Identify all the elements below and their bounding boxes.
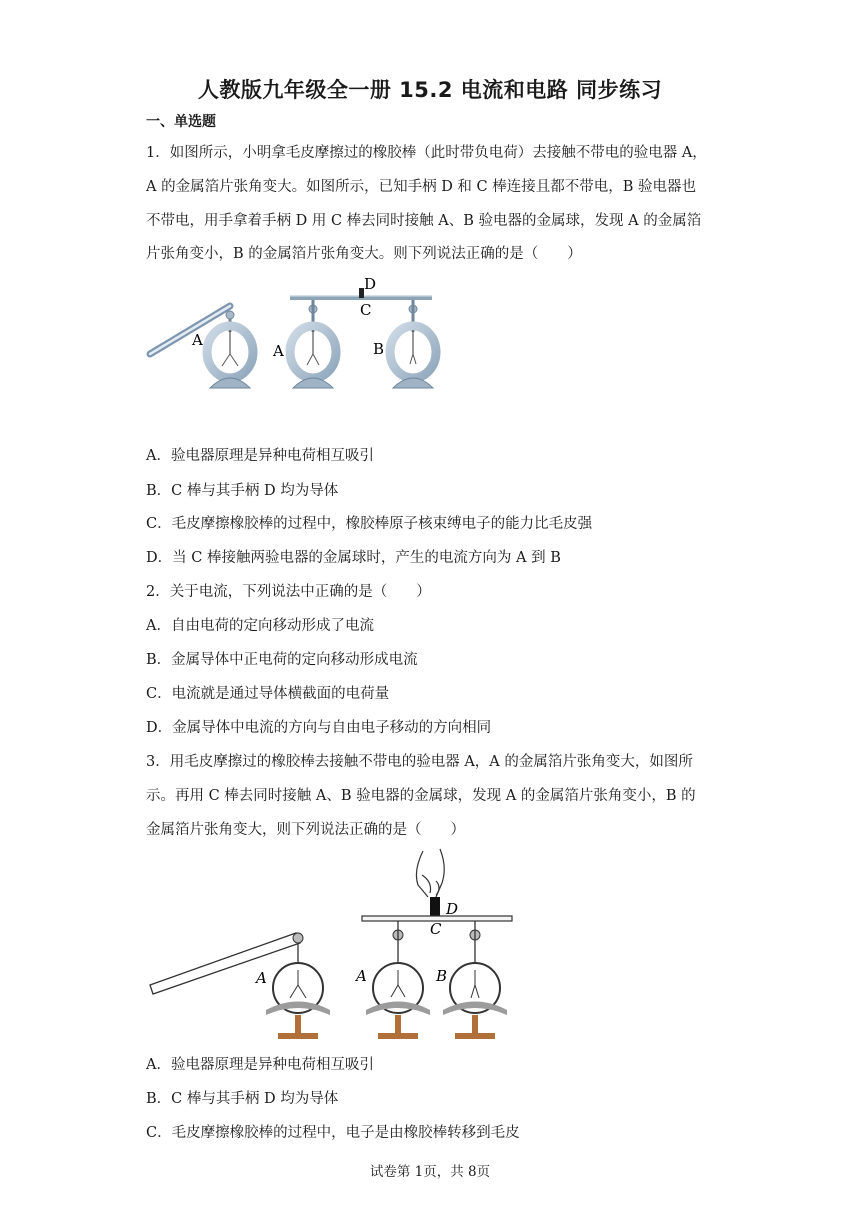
label-a2: A bbox=[273, 342, 284, 360]
q1-stem-line-2: A 的金属箔片张角变大。如图所示，已知手柄 D 和 C 棒连接且都不带电，B 验电器也 bbox=[146, 179, 696, 195]
q2-option-b: B．金属导体中正电荷的定向移动形成电流 bbox=[146, 652, 418, 668]
q1-option-d: D．当 C 棒接触两验电器的金属球时，产生的电流方向为 A 到 B bbox=[146, 550, 561, 566]
label-c: C bbox=[430, 920, 442, 938]
page-footer: 试卷第 1页，共 8页 bbox=[369, 1164, 491, 1180]
page-title: 人教版九年级全一册 15.2 电流和电路 同步练习 bbox=[197, 78, 663, 102]
q1-stem-line-4: 片张角变小，B 的金属箔片张角变大。则下列说法正确的是（ ） bbox=[146, 246, 582, 262]
electroscope-a-second bbox=[290, 300, 336, 388]
electroscope-a-second bbox=[366, 921, 430, 1039]
q1-figure bbox=[140, 272, 450, 397]
handle-d bbox=[430, 897, 440, 917]
q1-stem-line-1: 1．如图所示，小明拿毛皮摩擦过的橡胶棒（此时带负电荷）去接触不带电的验电器 A， bbox=[146, 145, 707, 161]
label-b: B bbox=[373, 340, 385, 358]
q3-stem-line-3: 金属箔片张角变大，则下列说法正确的是（ ） bbox=[146, 822, 465, 838]
electroscope-a-first bbox=[266, 943, 330, 1039]
q1-option-a: A．验电器原理是异种电荷相互吸引 bbox=[146, 448, 374, 464]
q3-stem-line-2: 示。再用 C 棒去同时接触 A、B 验电器的金属球，发现 A 的金属箔片张角变小，B 的 bbox=[146, 788, 696, 804]
c-rod bbox=[290, 288, 432, 300]
q3-option-b: B．C 棒与其手柄 D 均为导体 bbox=[146, 1091, 339, 1107]
q2-stem: 2．关于电流，下列说法中正确的是（ ） bbox=[146, 584, 431, 600]
q3-option-a: A．验电器原理是异种电荷相互吸引 bbox=[146, 1057, 374, 1073]
q1-option-c: C．毛皮摩擦橡胶棒的过程中，橡胶棒原子核束缚电子的能力比毛皮强 bbox=[146, 516, 593, 532]
q1-option-b: B．C 棒与其手柄 D 均为导体 bbox=[146, 483, 339, 499]
label-a1: A bbox=[256, 969, 267, 987]
label-d: D bbox=[446, 900, 459, 918]
electroscope-b bbox=[390, 300, 436, 388]
electroscope-b bbox=[443, 921, 507, 1039]
label-c: C bbox=[360, 301, 372, 319]
q3-figure bbox=[140, 845, 530, 1045]
q1-stem-line-3: 不带电，用手拿着手柄 D 用 C 棒去同时接触 A、B 验电器的金属球，发现 A 的金属箔 bbox=[146, 213, 702, 229]
section-heading: 一、单选题 bbox=[146, 114, 216, 130]
label-a2: A bbox=[356, 967, 367, 985]
hand bbox=[416, 849, 444, 897]
q2-option-a: A．自由电荷的定向移动形成了电流 bbox=[146, 618, 374, 634]
q2-option-c: C．电流就是通过导体横截面的电荷量 bbox=[146, 686, 390, 702]
label-d: D bbox=[364, 275, 377, 293]
label-b: B bbox=[436, 967, 448, 985]
q2-option-d: D．金属导体中电流的方向与自由电子移动的方向相同 bbox=[146, 720, 492, 736]
electroscope-a-first bbox=[207, 311, 253, 388]
label-a1: A bbox=[192, 331, 203, 349]
q3-option-c: C．毛皮摩擦橡胶棒的过程中，电子是由橡胶棒转移到毛皮 bbox=[146, 1125, 520, 1141]
q3-stem-line-1: 3．用毛皮摩擦过的橡胶棒去接触不带电的验电器 A，A 的金属箔片张角变大，如图所 bbox=[146, 754, 693, 770]
